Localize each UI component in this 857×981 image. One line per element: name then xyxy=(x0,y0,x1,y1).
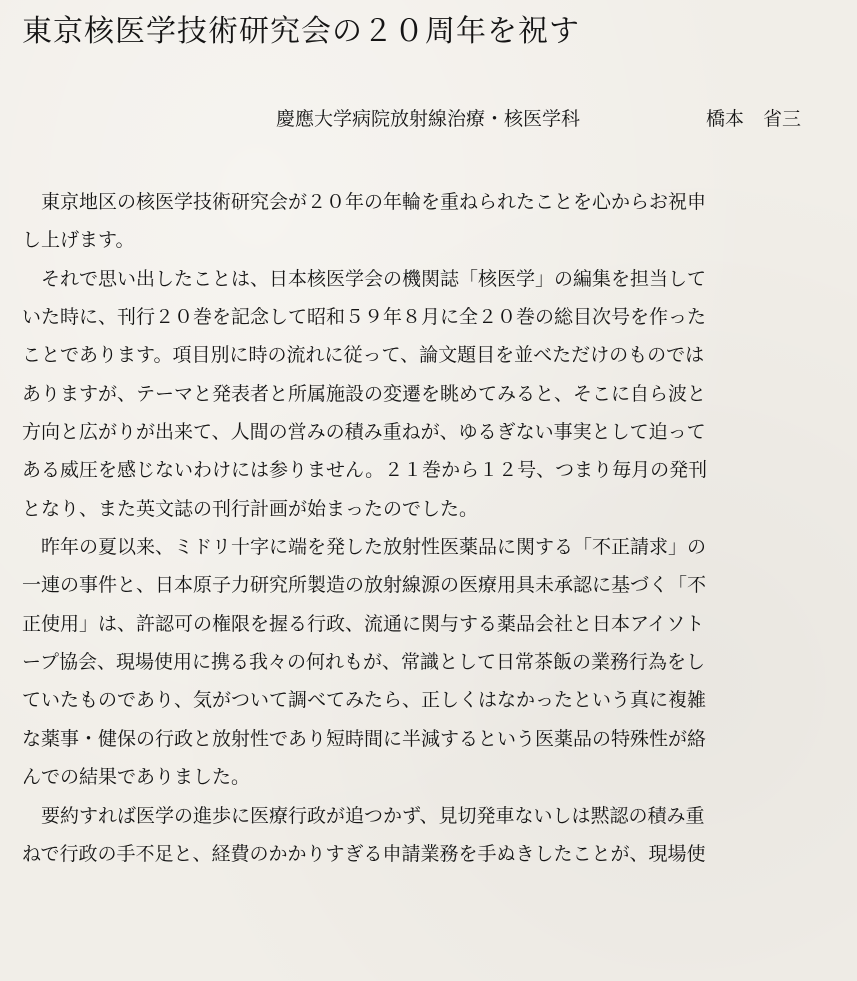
text-line: 方向と広がりが出来て、人間の営みの積み重ねが、ゆるぎない事実として迫って xyxy=(22,421,706,444)
text-line: 正使用」は、許認可の権限を握る行政、流通に関与する薬品会社と日本アイソト xyxy=(22,612,705,635)
text-line: んでの結果でありました。 xyxy=(22,766,251,789)
text-line: 東京地区の核医学技術研究会が２０年の年輪を重ねられたことを心からお祝申 xyxy=(22,191,707,213)
text-line: な薬事・健保の行政と放射性であり短時間に半減するという医薬品の特殊性が絡 xyxy=(22,727,707,750)
text-line: いた時に、刊行２０巻を記念して昭和５９年８月に全２０巻の総目次号を作った xyxy=(22,306,707,329)
text-line: ある威圧を感じないわけには参りません。２１巻から１２号、つまり毎月の発刊 xyxy=(22,459,708,482)
text-line: ことであります。項目別に時の流れに従って、論文題目を並べただけのものでは xyxy=(22,344,705,367)
author-affiliation: 慶應大学病院放射線治療・核医学科 xyxy=(276,108,581,130)
body-text xyxy=(22,183,842,873)
document-title: 東京核医学技術研究会の２０周年を祝す xyxy=(22,14,580,49)
text-line: となり、また英文誌の刊行計画が始まったのでした。 xyxy=(22,497,479,520)
text-line: ありますが、テーマと発表者と所属施設の変遷を眺めてみると、そこに自ら波と xyxy=(22,382,707,405)
text-line: 要約すれば医学の進歩に医療行政が追つかず、見切発車ないしは黙認の積み重 xyxy=(22,804,705,827)
byline xyxy=(276,104,802,131)
text-line: 昨年の夏以来、ミドリ十字に端を発した放射性医薬品に関する「不正請求」の xyxy=(22,536,707,559)
text-line: 一連の事件と、日本原子力研究所製造の放射線源の医療用具未承認に基づく「不 xyxy=(22,574,707,597)
text-line: ねで行政の手不足と、経費のかかりすぎる申請業務を手ぬきしたことが、現場使 xyxy=(22,842,706,865)
author-name: 橋本 省三 xyxy=(706,108,802,130)
text-line: ープ協会、現場使用に携る我々の何れもが、常識として日常茶飯の業務行為をし xyxy=(22,651,706,674)
text-line: ていたものであり、気がついて調べてみたら、正しくはなかったという真に複雑 xyxy=(22,689,707,712)
text-line: それで思い出したことは、日本核医学会の機関誌「核医学」の編集を担当して xyxy=(22,267,707,290)
text-line: し上げます。 xyxy=(22,229,135,252)
